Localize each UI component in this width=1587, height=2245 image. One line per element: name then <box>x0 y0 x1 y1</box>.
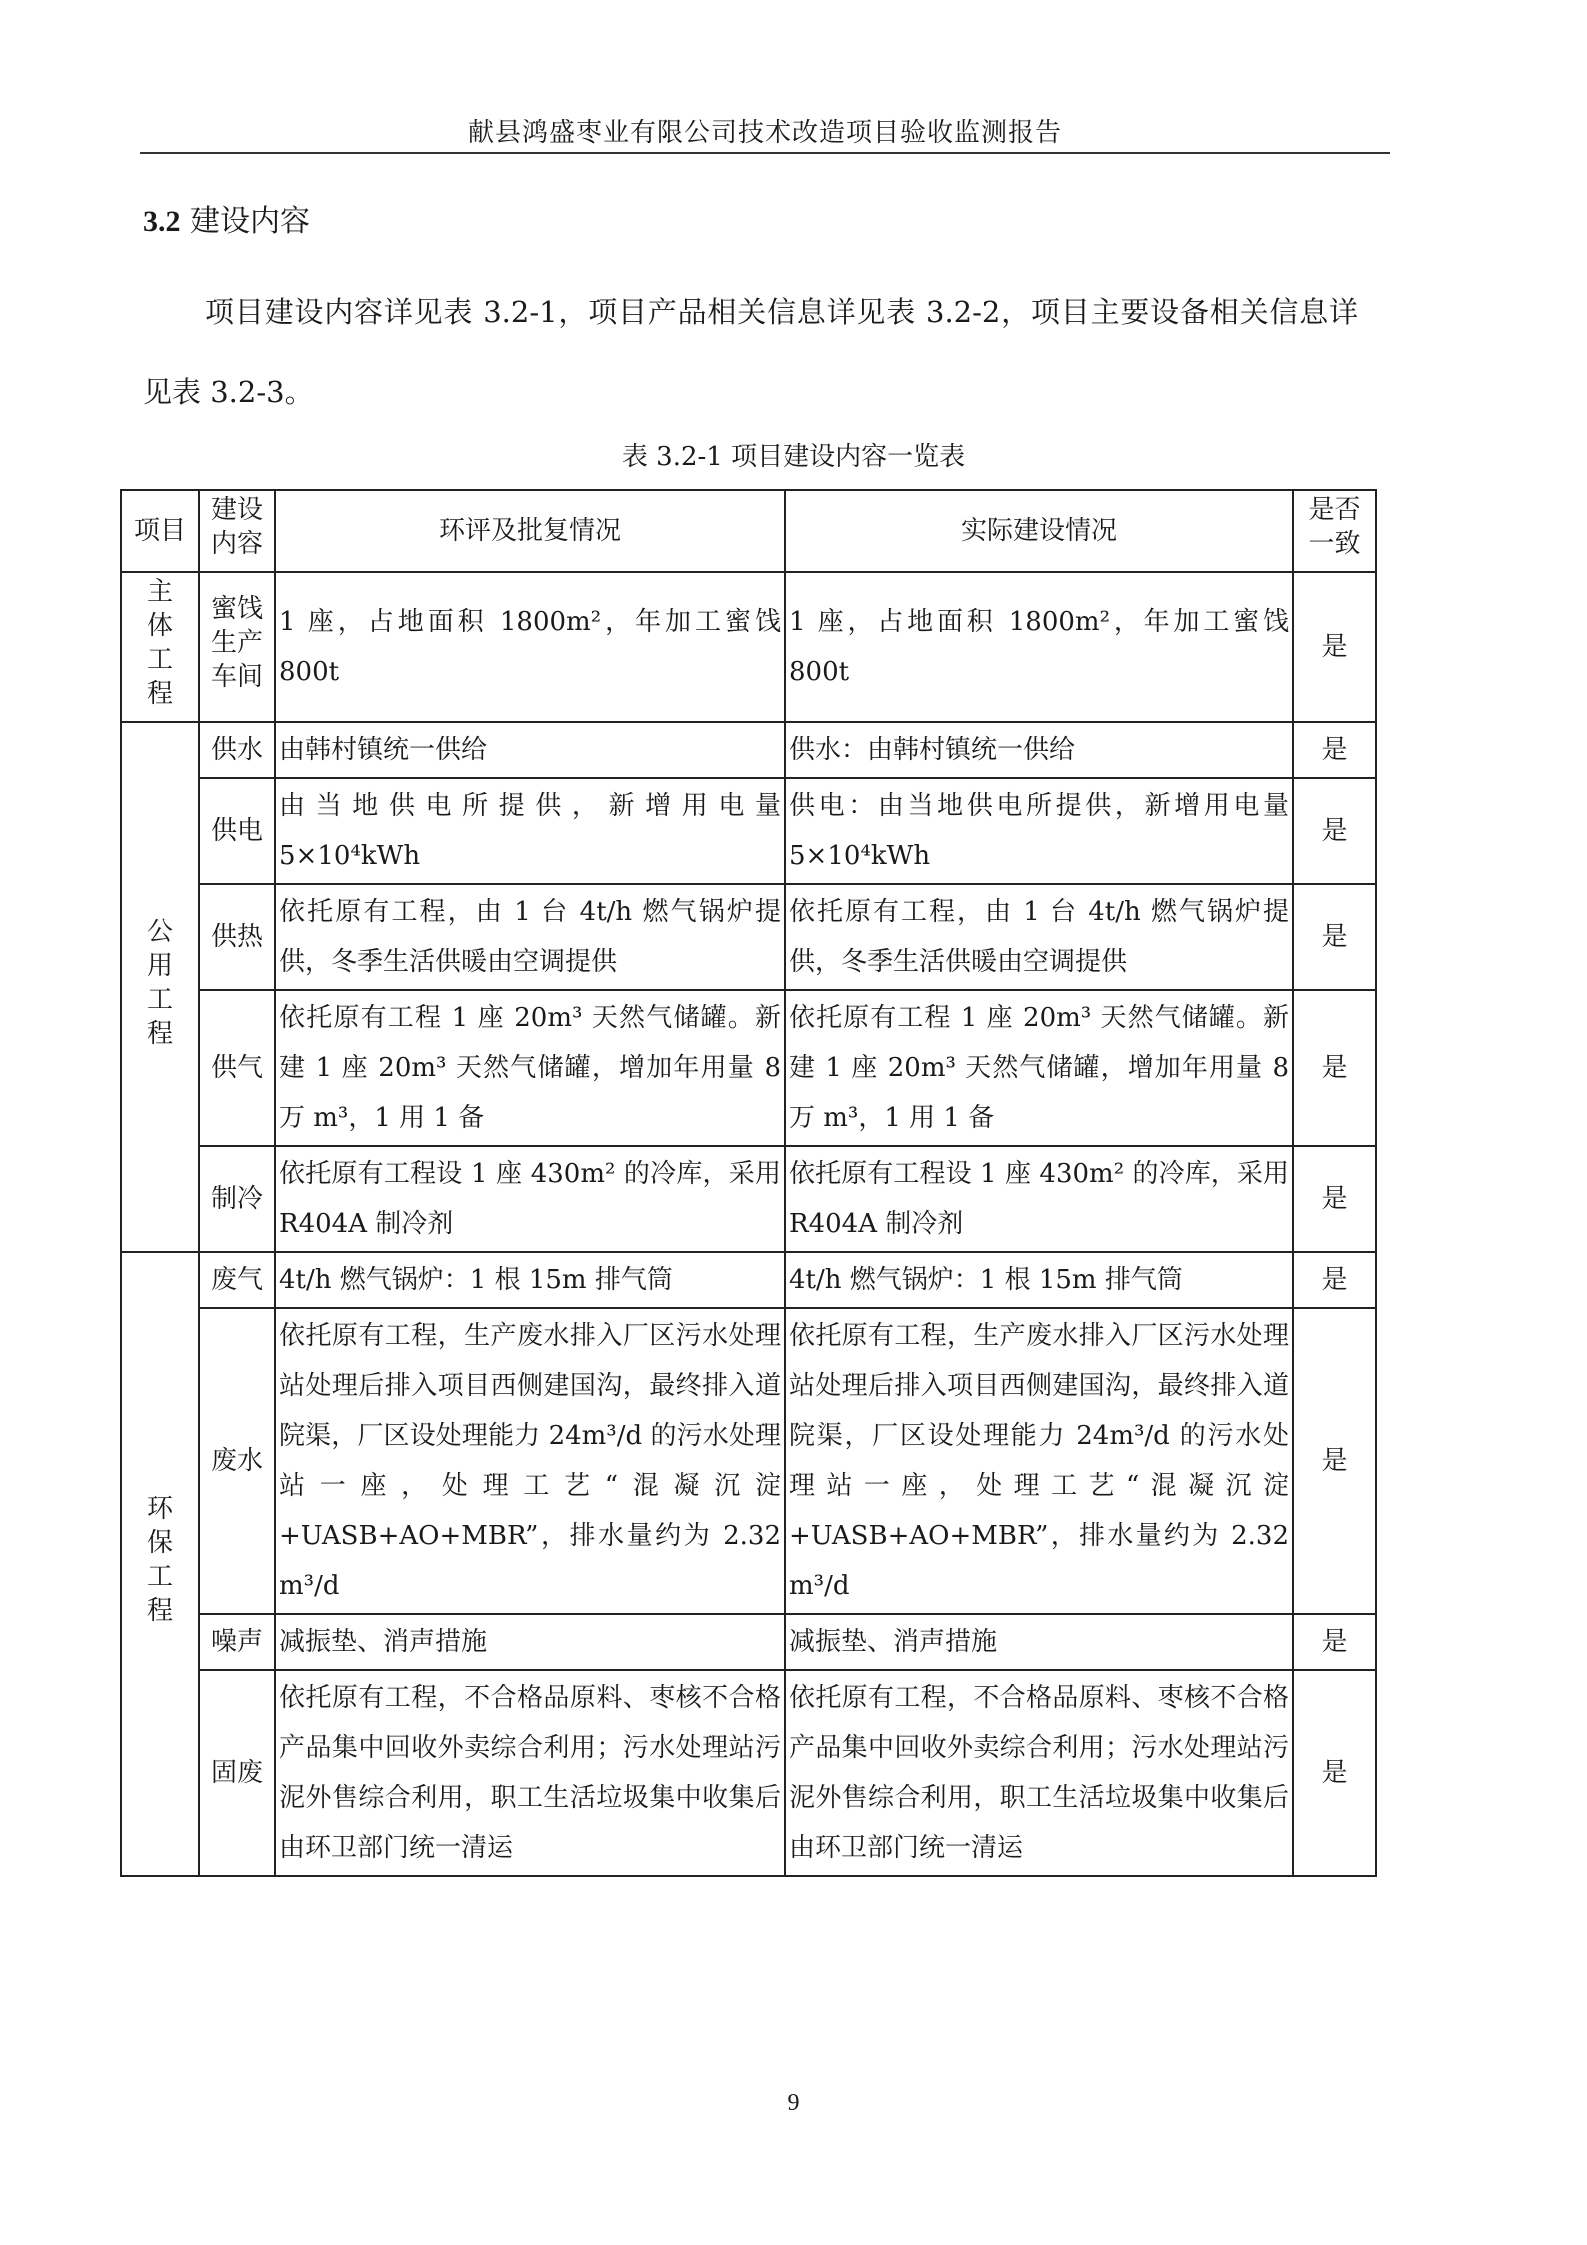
table-row <box>121 722 1376 778</box>
item-cell: 供水 <box>199 722 275 778</box>
item-cell: 制冷 <box>199 1146 275 1252</box>
header-eia: 环评及批复情况 <box>275 490 785 572</box>
consistent-cell: 是 <box>1293 722 1376 778</box>
eia-cell: 4t/h 燃气锅炉：1 根 15m 排气筒 <box>275 1252 785 1308</box>
eia-cell: 依托原有工程，不合格品原料、枣核不合格产品集中回收外卖综合利用；污水处理站污泥外售综合利用，职工生活垃圾集中收集后由环卫部门统一清运 <box>275 1670 785 1876</box>
table-row <box>121 1146 1376 1252</box>
consistent-cell: 是 <box>1293 1670 1376 1876</box>
table-header-row <box>121 490 1376 572</box>
intro-paragraph: 项目建设内容详见表 3.2-1，项目产品相关信息详见表 3.2-2，项目主要设备相关信息详见表 3.2-3。 <box>143 295 1358 409</box>
consistent-cell: 是 <box>1293 778 1376 884</box>
report-header: 献县鸿盛枣业有限公司技术改造项目验收监测报告 <box>467 118 1062 148</box>
actual-cell: 供水：由韩村镇统一供给 <box>785 722 1293 778</box>
actual-cell: 依托原有工程设 1 座 430m² 的冷库，采用 R404A 制冷剂 <box>785 1146 1293 1252</box>
eia-cell: 减振垫、消声措施 <box>275 1614 785 1670</box>
eia-cell: 依托原有工程设 1 座 430m² 的冷库，采用 R404A 制冷剂 <box>275 1146 785 1252</box>
item-cell: 废气 <box>199 1252 275 1308</box>
table-row <box>121 778 1376 884</box>
header-divider <box>140 152 1390 154</box>
table-row <box>121 1670 1376 1876</box>
consistent-cell: 是 <box>1293 572 1376 722</box>
item-cell: 噪声 <box>199 1614 275 1670</box>
header-consistent: 是否一致 <box>1293 490 1376 572</box>
item-cell: 废水 <box>199 1308 275 1614</box>
table-row <box>121 884 1376 990</box>
actual-cell: 依托原有工程，不合格品原料、枣核不合格产品集中回收外卖综合利用；污水处理站污泥外售综合利用，职工生活垃圾集中收集后由环卫部门统一清运 <box>785 1670 1293 1876</box>
actual-cell: 依托原有工程，生产废水排入厂区污水处理站处理后排入项目西侧建国沟，最终排入道院渠，厂区设处理能力 24m³/d 的污水处理站一座，处理工艺“混凝沉淀+UASB+AO+MBR”，排水量约为 2.32 m³/d <box>785 1308 1293 1614</box>
eia-cell: 由韩村镇统一供给 <box>275 722 785 778</box>
table-row <box>121 1308 1376 1614</box>
header-actual: 实际建设情况 <box>785 490 1293 572</box>
section-number: 3.2 <box>143 205 181 238</box>
table-row <box>121 1252 1376 1308</box>
item-cell: 蜜饯生产车间 <box>199 572 275 722</box>
consistent-cell: 是 <box>1293 884 1376 990</box>
category-cell: 环保工程 <box>121 1252 199 1876</box>
eia-cell: 依托原有工程，由 1 台 4t/h 燃气锅炉提供，冬季生活供暖由空调提供 <box>275 884 785 990</box>
item-cell: 供气 <box>199 990 275 1146</box>
consistent-cell: 是 <box>1293 990 1376 1146</box>
section-title: 建设内容 <box>190 204 311 239</box>
table-row <box>121 1614 1376 1670</box>
construction-content-table <box>120 489 1377 1877</box>
consistent-cell: 是 <box>1293 1614 1376 1670</box>
item-cell: 固废 <box>199 1670 275 1876</box>
header-content: 建设内容 <box>199 490 275 572</box>
eia-cell: 1 座，占地面积 1800m²，年加工蜜饯 800t <box>275 572 785 722</box>
actual-cell: 减振垫、消声措施 <box>785 1614 1293 1670</box>
eia-cell: 依托原有工程，生产废水排入厂区污水处理站处理后排入项目西侧建国沟，最终排入道院渠，厂区设处理能力 24m³/d 的污水处理站一座，处理工艺“混凝沉淀+UASB+AO+MBR”，排水量约为 2.32 m³/d <box>275 1308 785 1614</box>
item-cell: 供电 <box>199 778 275 884</box>
actual-cell: 供电：由当地供电所提供，新增用电量 5×10⁴kWh <box>785 778 1293 884</box>
page-number: 9 <box>787 2090 800 2116</box>
consistent-cell: 是 <box>1293 1308 1376 1614</box>
item-cell: 供热 <box>199 884 275 990</box>
category-cell: 公用工程 <box>121 722 199 1252</box>
eia-cell: 依托原有工程 1 座 20m³ 天然气储罐。新建 1 座 20m³ 天然气储罐，增加年用量 8 万 m³，1 用 1 备 <box>275 990 785 1146</box>
category-cell: 主体工程 <box>121 572 199 722</box>
actual-cell: 依托原有工程 1 座 20m³ 天然气储罐。新建 1 座 20m³ 天然气储罐，增加年用量 8 万 m³，1 用 1 备 <box>785 990 1293 1146</box>
eia-cell: 由当地供电所提供，新增用电量 5×10⁴kWh <box>275 778 785 884</box>
table-row <box>121 572 1376 722</box>
section-heading <box>143 196 310 240</box>
table-caption: 表 3.2-1 项目建设内容一览表 <box>621 442 966 472</box>
table-row <box>121 990 1376 1146</box>
actual-cell: 4t/h 燃气锅炉：1 根 15m 排气筒 <box>785 1252 1293 1308</box>
consistent-cell: 是 <box>1293 1252 1376 1308</box>
header-project: 项目 <box>121 490 199 572</box>
actual-cell: 依托原有工程，由 1 台 4t/h 燃气锅炉提供，冬季生活供暖由空调提供 <box>785 884 1293 990</box>
actual-cell: 1 座，占地面积 1800m²，年加工蜜饯 800t <box>785 572 1293 722</box>
consistent-cell: 是 <box>1293 1146 1376 1252</box>
